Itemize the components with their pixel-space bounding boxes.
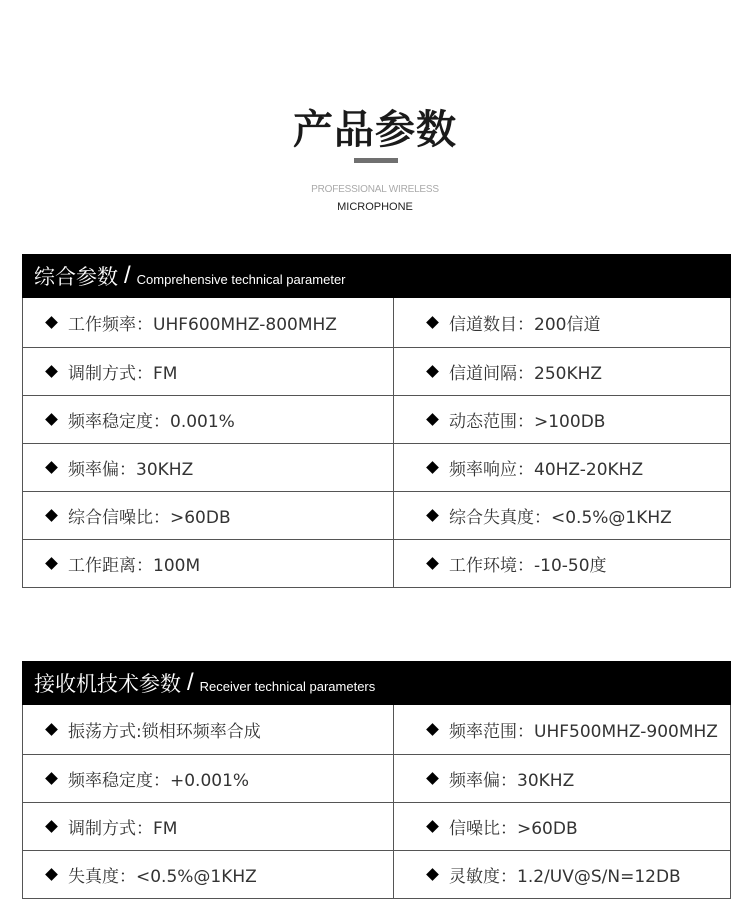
diamond-bullet-icon bbox=[45, 461, 58, 474]
section-title-separator: / bbox=[187, 669, 194, 696]
diamond-bullet-icon bbox=[426, 868, 439, 881]
hero-header bbox=[0, 0, 750, 240]
table-row bbox=[23, 539, 730, 587]
table-row bbox=[23, 491, 730, 539]
spec-text: 工作距离：100M bbox=[68, 556, 201, 576]
spec-table bbox=[22, 705, 731, 899]
comprehensive-parameters-section bbox=[22, 254, 731, 588]
spec-item bbox=[393, 803, 730, 850]
section-title-separator: / bbox=[124, 262, 131, 289]
diamond-bullet-icon bbox=[45, 772, 58, 785]
spec-text: 振荡方式:锁相环频率合成 bbox=[68, 722, 261, 742]
diamond-bullet-icon bbox=[45, 868, 58, 881]
diamond-bullet-icon bbox=[45, 557, 58, 570]
table-row bbox=[23, 802, 730, 850]
diamond-bullet-icon bbox=[426, 365, 439, 378]
section-title-en: Receiver technical parameters bbox=[199, 678, 376, 694]
spec-text: 频率偏：30KHZ bbox=[449, 771, 575, 791]
diamond-bullet-icon bbox=[426, 413, 439, 426]
receiver-parameters-section bbox=[22, 661, 731, 899]
spec-text: 工作环境：-10-50度 bbox=[449, 556, 607, 576]
spec-item bbox=[393, 755, 730, 802]
spec-item bbox=[393, 705, 730, 754]
diamond-bullet-icon bbox=[45, 365, 58, 378]
subtitle-line-2: MICROPHONE bbox=[337, 201, 413, 213]
spec-text: 频率稳定度：0.001% bbox=[68, 412, 235, 432]
section-header bbox=[22, 661, 731, 705]
table-row bbox=[23, 754, 730, 802]
spec-text: 调制方式：FM bbox=[68, 819, 178, 839]
spec-text: 频率范围：UHF500MHZ-900MHZ bbox=[449, 722, 718, 742]
table-row bbox=[23, 850, 730, 898]
spec-text: 灵敏度：1.2/UV@S/N=12DB bbox=[449, 867, 681, 887]
spec-item bbox=[23, 755, 393, 802]
diamond-bullet-icon bbox=[45, 316, 58, 329]
spec-item bbox=[23, 705, 393, 754]
spec-item bbox=[23, 444, 393, 491]
spec-text: 综合失真度：<0.5%@1KHZ bbox=[449, 508, 672, 528]
spec-text: 调制方式：FM bbox=[68, 364, 178, 384]
spec-item bbox=[23, 298, 393, 347]
spec-text: 信噪比：>60DB bbox=[449, 819, 578, 839]
diamond-bullet-icon bbox=[45, 820, 58, 833]
spec-text: 失真度：<0.5%@1KHZ bbox=[68, 867, 257, 887]
spec-item bbox=[23, 348, 393, 395]
spec-item bbox=[23, 803, 393, 850]
spec-text: 动态范围：>100DB bbox=[449, 412, 606, 432]
table-row bbox=[23, 443, 730, 491]
section-title-en: Comprehensive technical parameter bbox=[136, 271, 346, 287]
spec-item bbox=[23, 540, 393, 587]
diamond-bullet-icon bbox=[45, 723, 58, 736]
diamond-bullet-icon bbox=[426, 772, 439, 785]
spec-text: 频率响应：40HZ-20KHZ bbox=[449, 460, 644, 480]
diamond-bullet-icon bbox=[426, 820, 439, 833]
spec-item bbox=[23, 851, 393, 898]
table-row bbox=[23, 347, 730, 395]
spec-text: 频率稳定度：+0.001% bbox=[68, 771, 250, 791]
spec-item bbox=[393, 851, 730, 898]
spec-item bbox=[393, 298, 730, 347]
section-header bbox=[22, 254, 731, 298]
table-row bbox=[23, 395, 730, 443]
spec-item bbox=[393, 348, 730, 395]
table-row bbox=[23, 298, 730, 347]
diamond-bullet-icon bbox=[426, 509, 439, 522]
spec-text: 信道数目：200信道 bbox=[449, 315, 601, 335]
table-row bbox=[23, 705, 730, 754]
diamond-bullet-icon bbox=[45, 509, 58, 522]
section-title-cn: 综合参数 bbox=[34, 265, 118, 289]
spec-text: 频率偏：30KHZ bbox=[68, 460, 194, 480]
diamond-bullet-icon bbox=[426, 557, 439, 570]
spec-text: 信道间隔：250KHZ bbox=[449, 364, 603, 384]
spec-item bbox=[393, 396, 730, 443]
spec-text: 综合信噪比：>60DB bbox=[68, 508, 231, 528]
section-title-cn: 接收机技术参数 bbox=[34, 672, 181, 696]
diamond-bullet-icon bbox=[426, 723, 439, 736]
diamond-bullet-icon bbox=[426, 461, 439, 474]
spec-table bbox=[22, 298, 731, 588]
spec-item bbox=[23, 396, 393, 443]
diamond-bullet-icon bbox=[45, 413, 58, 426]
spec-item bbox=[393, 444, 730, 491]
subtitle-line-1: PROFESSIONAL WIRELESS bbox=[311, 184, 439, 195]
title-underline bbox=[354, 158, 398, 163]
spec-item bbox=[393, 492, 730, 539]
spec-text: 工作频率：UHF600MHZ-800MHZ bbox=[68, 315, 337, 335]
diamond-bullet-icon bbox=[426, 316, 439, 329]
spec-item bbox=[393, 540, 730, 587]
page-title: 产品参数 bbox=[293, 107, 457, 153]
spec-item bbox=[23, 492, 393, 539]
